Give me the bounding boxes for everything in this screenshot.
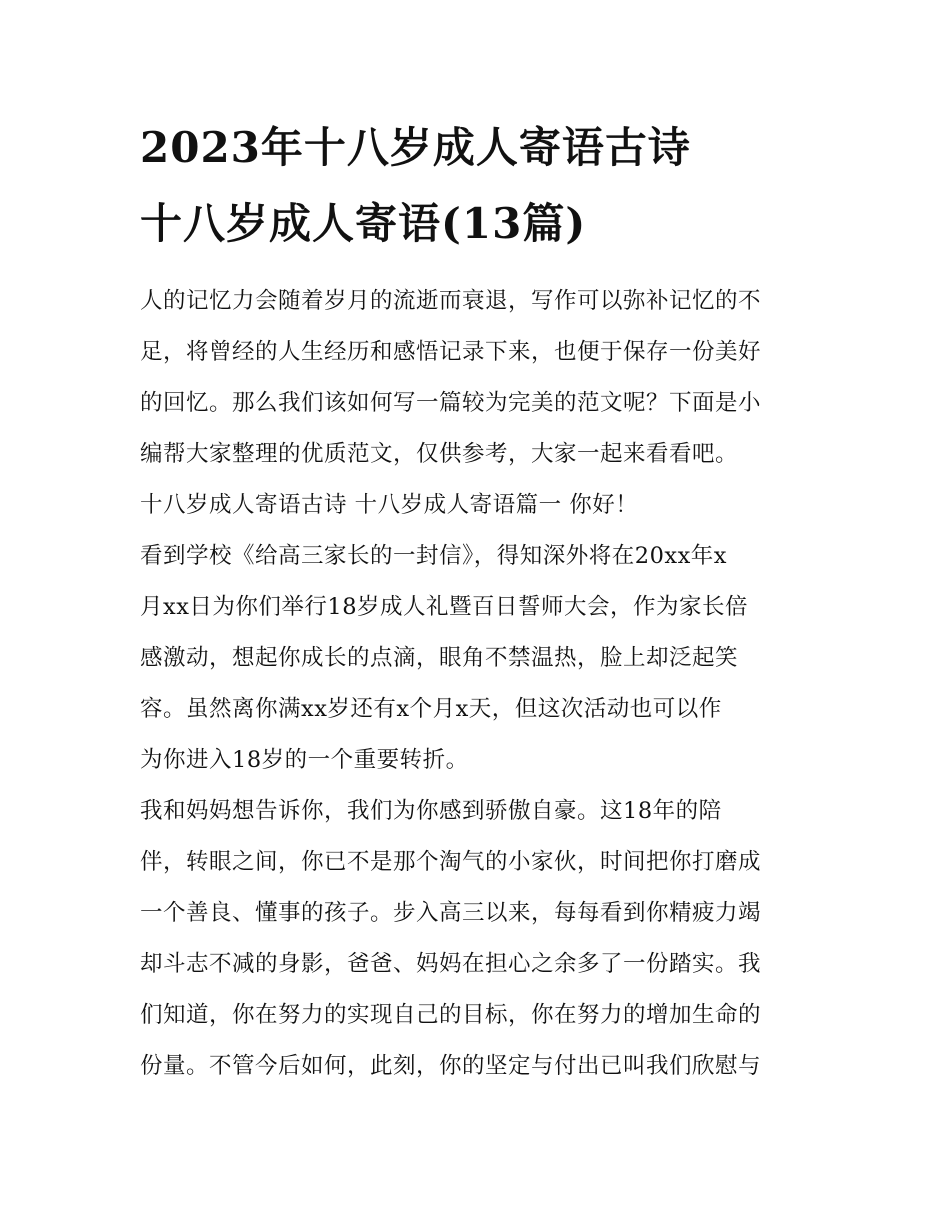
body-text-line: 足，将曾经的人生经历和感悟记录下来，也便于保存一份美好 [140,339,762,365]
body-text-line: 看到学校《给高三家长的一封信》，得知深外将在20xx年x [140,543,727,569]
body-text-line: 月xx日为你们举行18岁成人礼暨百日誓师大会，作为家长倍 [140,594,749,620]
body-text-line: 份量。不管今后如何，此刻，你的坚定与付出已叫我们欣慰与 [140,1053,762,1079]
body-text-line: 们知道，你在努力的实现自己的目标，你在努力的增加生命的 [140,1002,762,1028]
body-text-line: 为你进入18岁的一个重要转折。 [140,747,469,773]
body-text-line: 容。虽然离你满xx岁还有x个月x天，但这次活动也可以作 [140,696,722,722]
body-text-line: 伴，转眼之间，你已不是那个淘气的小家伙，时间把你打磨成 [140,849,762,875]
body-text-line: 一个善良、懂事的孩子。步入高三以来，每每看到你精疲力竭 [140,900,762,926]
body-text-line: 编帮大家整理的优质范文，仅供参考，大家一起来看看吧。 [140,441,739,467]
body-text-line: 却斗志不减的身影，爸爸、妈妈在担心之余多了一份踏实。我 [140,951,762,977]
section-heading-line: 十八岁成人寄语古诗 十八岁成人寄语篇一 你好！ [140,492,639,518]
body-text-line: 感激动，想起你成长的点滴，眼角不禁温热，脸上却泛起笑 [140,645,739,671]
body-text-line: 的回忆。那么我们该如何写一篇较为完美的范文呢？下面是小 [140,390,762,416]
body-text-line: 我和妈妈想告诉你，我们为你感到骄傲自豪。这18年的陪 [140,798,722,824]
document-title-line-2: 十八岁成人寄语(13篇) [140,199,587,248]
body-text-line: 人的记忆力会随着岁月的流逝而衰退，写作可以弥补记忆的不 [140,288,762,314]
document-title-line-1: 2023年十八岁成人寄语古诗 [140,123,691,172]
